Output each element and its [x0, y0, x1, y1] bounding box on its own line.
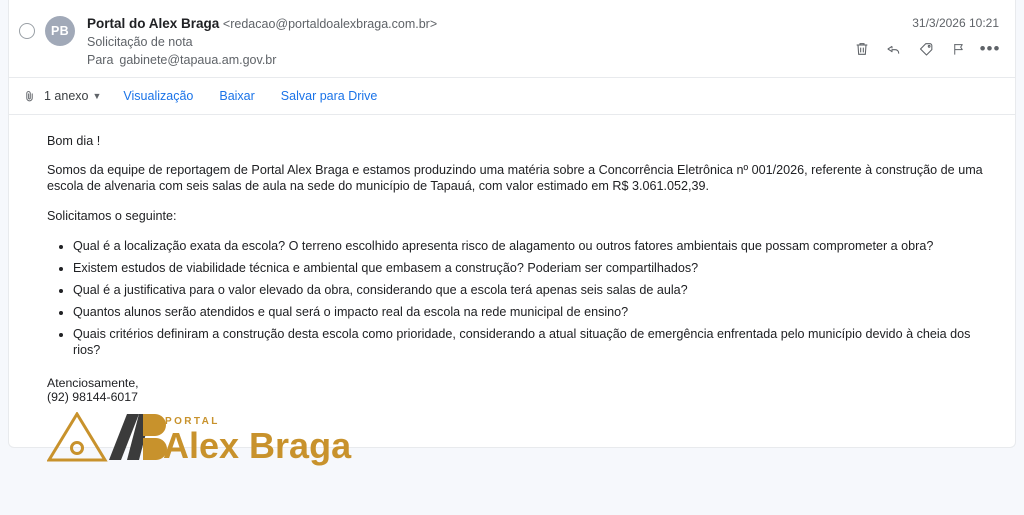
select-email-checkbox[interactable] [19, 23, 35, 39]
email-date: 31/3/2026 10:21 [912, 16, 999, 30]
body-greeting: Bom dia ! [47, 134, 101, 148]
body-intro: Somos da equipe de reportagem de Portal Alex Braga e estamos produzindo uma matéria sobre a Concorrência Eletrônica nº 001/2026, referente à construção de uma escola de alvenaria com seis salas de aula na sede do município de Tapauá, com valor estimado em R$ 3.061.052,39. [47, 163, 983, 193]
sender-name: Portal do Alex Braga [87, 16, 220, 31]
recipient-label: Para [87, 53, 114, 67]
question-list [47, 238, 985, 358]
attachment-bar [9, 77, 1015, 115]
logo-kicker: PORTAL [165, 416, 220, 427]
save-to-drive-button[interactable]: Salvar para Drive [280, 89, 378, 103]
recipient-line [87, 52, 853, 69]
sign-off: Atenciosamente, [47, 376, 139, 390]
email-body [9, 115, 1015, 476]
sender-email: <redacao@portaldoalexbraga.com.br> [222, 17, 438, 31]
list-item: • Qual é a localização exata da escola? O terreno escolhido apresenta risco de alagamento ou outros fatores ambientais que possam comprometer a obra? [73, 238, 985, 254]
label-tag-icon[interactable] [917, 40, 935, 58]
list-item: • Quais critérios definiram a construção desta escola como prioridade, considerando a atual situação de emergência enfrentada pelo município devido à cheia dos rios? [73, 326, 985, 358]
attachment-count: 1 anexo [44, 89, 89, 103]
chevron-down-icon[interactable]: ▼ [92, 91, 102, 101]
email-header-text [87, 14, 853, 69]
avatar: PB [45, 16, 75, 46]
email-card [8, 0, 1016, 466]
list-item: • Quantos alunos serão atendidos e qual será o impacto real da escola na rede municipal de ensino? [73, 304, 985, 320]
signature-phone: (92) 98144-6017 [47, 390, 138, 404]
sender-line [87, 15, 853, 33]
more-options-icon[interactable]: ••• [979, 39, 1001, 58]
recipient-value: gabinete@tapaua.am.gov.br [119, 53, 277, 67]
portal-alex-braga-logo [47, 410, 985, 466]
email-action-icons [853, 40, 999, 58]
logo-wordmark: Alex Braga [163, 425, 352, 466]
flag-icon[interactable] [949, 40, 967, 58]
paperclip-icon [23, 88, 36, 104]
logo-graphic [47, 412, 357, 466]
download-attachment-button[interactable]: Baixar [219, 89, 255, 103]
body-request-intro: Solicitamos o seguinte: [47, 209, 177, 223]
reply-icon[interactable] [885, 40, 903, 58]
signature-block [47, 376, 985, 404]
preview-attachment-button[interactable]: Visualização [123, 89, 194, 103]
list-item: • Qual é a justificativa para o valor elevado da obra, considerando que a escola terá apenas seis salas de aula? [73, 282, 985, 298]
list-item: • Existem estudos de viabilidade técnica e ambiental que embasem a construção? Poderiam ser compartilhados? [73, 260, 985, 276]
trash-icon[interactable] [853, 40, 871, 58]
email-header [9, 0, 1015, 77]
email-header-right [853, 14, 999, 58]
email-subject: Solicitação de nota [87, 35, 193, 49]
